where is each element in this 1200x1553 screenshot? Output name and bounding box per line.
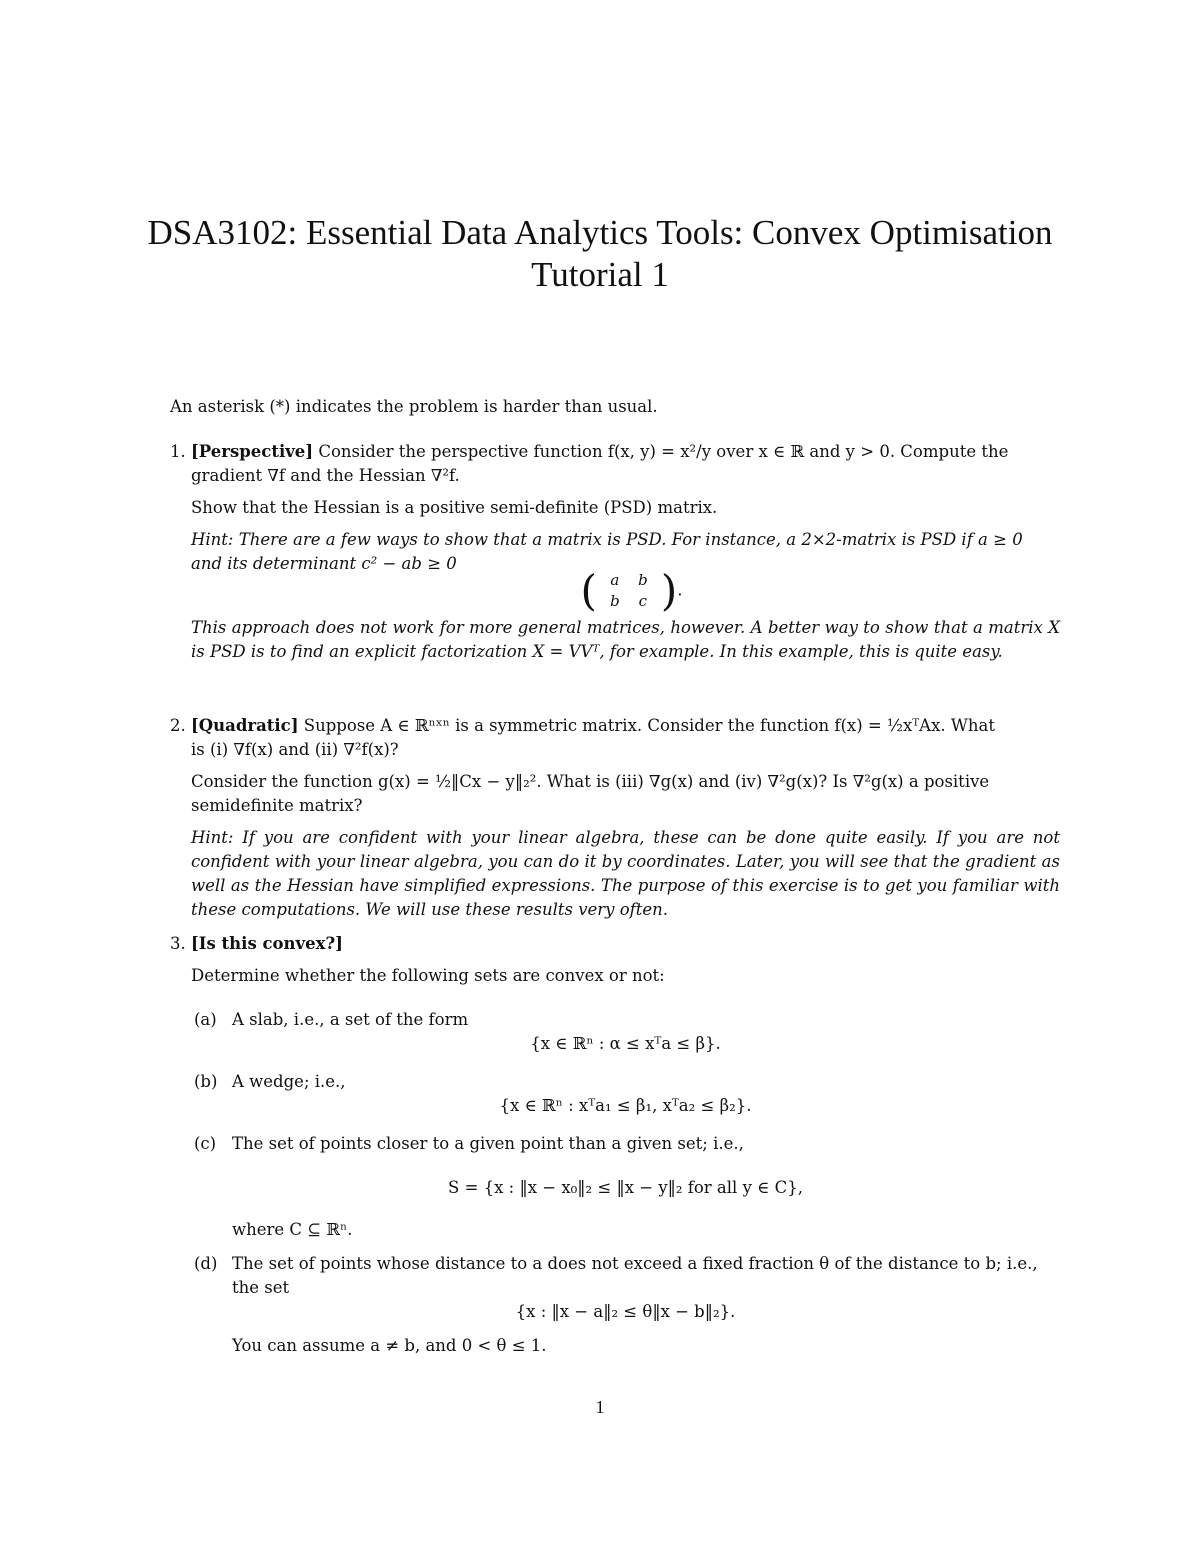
sub-question-text: where C ⊆ ℝⁿ. [232, 1220, 353, 1239]
matrix-cell: a [610, 571, 620, 589]
sub-question-text: A wedge; i.e., [232, 1072, 346, 1091]
sub-question-d [194, 1252, 1060, 1358]
question-2 [170, 714, 1060, 922]
question-text: Show that the Hessian is a positive semi-definite (PSD) matrix. [191, 498, 718, 517]
question-heading: [Perspective] [191, 442, 314, 461]
matrix-display [203, 566, 1060, 615]
formula: {x : ‖x − a‖₂ ≤ θ‖x − b‖₂}. [515, 1302, 736, 1321]
sub-question-text: You can assume a ≠ b, and 0 < θ ≤ 1. [232, 1336, 547, 1355]
hint-text: This approach does not work for more general matrices, however. A better way to show that a matrix X is PSD is to find an explicit factorization X = VVᵀ, for example. In this example, this is quite easy. [191, 618, 1060, 661]
question-heading: [Is this convex?] [191, 934, 343, 953]
question-text: Determine whether the following sets are convex or not: [191, 966, 665, 985]
sub-question-label: (a) [194, 1010, 217, 1029]
sub-question-b [194, 1070, 1060, 1118]
document-title: DSA3102: Essential Data Analytics Tools: Convex Optimisation [147, 213, 1053, 252]
sub-question-text: The set of points whose distance to a does not exceed a fixed fraction θ of the distance to b; i.e., the set [232, 1254, 1038, 1297]
matrix: ( a b b c ) [580, 566, 678, 615]
sub-question-label: (b) [194, 1072, 218, 1091]
question-3 [170, 932, 1060, 1358]
sub-question-text: The set of points closer to a given point than a given set; i.e., [232, 1134, 744, 1153]
formula: {x ∈ ℝⁿ : xᵀa₁ ≤ β₁, xᵀa₂ ≤ β₂}. [499, 1096, 752, 1115]
question-number: 2. [170, 716, 186, 735]
question-text: Suppose A ∈ ℝⁿˣⁿ is a symmetric matrix. Consider the function f(x) = ½xᵀAx. What [303, 716, 995, 735]
hint-text: Hint: There are a few ways to show that a matrix is PSD. For instance, a 2×2-matrix is PSD if a ≥ 0 [191, 530, 1023, 549]
document-subtitle: Tutorial 1 [531, 255, 669, 294]
question-text: Consider the perspective function f(x, y) = x²/y over x ∈ ℝ and y > 0. Compute the [318, 442, 1009, 461]
hint-text: Hint: If you are confident with your linear algebra, these can be done quite easily. If you are not confident with your linear algebra, you can do it by coordinates. Later, you will see that the gradient as well as the Hessian have simplified expressions. The purpose of this exercise is to get you familiar with these computations. We will use these results very often. [191, 828, 1060, 919]
intro-text: An asterisk (*) indicates the problem is harder than usual. [170, 397, 658, 416]
question-text: is (i) ∇f(x) and (ii) ∇²f(x)? [191, 740, 399, 759]
sub-question-label: (d) [194, 1254, 218, 1273]
page-number: 1 [595, 1397, 605, 1417]
formula: S = {x : ‖x − x₀‖₂ ≤ ‖x − y‖₂ for all y ∈ C}, [448, 1178, 803, 1197]
matrix-period: . [677, 580, 683, 600]
question-1 [170, 440, 1060, 664]
question-number: 3. [170, 934, 186, 953]
matrix-cell: c [638, 592, 648, 610]
sub-question-label: (c) [194, 1134, 217, 1153]
sub-question-a [194, 1008, 1060, 1056]
question-text: gradient ∇f and the Hessian ∇²f. [191, 466, 460, 485]
formula: {x ∈ ℝⁿ : α ≤ xᵀa ≤ β}. [530, 1034, 721, 1053]
sub-question-c [194, 1132, 1060, 1242]
hint-text: and its determinant c² − ab ≥ 0 [191, 554, 457, 573]
question-text: semidefinite matrix? [191, 796, 363, 815]
matrix-cell: b [638, 571, 648, 589]
question-text: Consider the function g(x) = ½‖Cx − y‖₂². What is (iii) ∇g(x) and (iv) ∇²g(x)? Is ∇²g(x) a positive [191, 772, 990, 791]
question-number: 1. [170, 442, 186, 461]
sub-question-text: A slab, i.e., a set of the form [232, 1010, 469, 1029]
matrix-cell: b [610, 592, 620, 610]
question-heading: [Quadratic] [191, 716, 299, 735]
